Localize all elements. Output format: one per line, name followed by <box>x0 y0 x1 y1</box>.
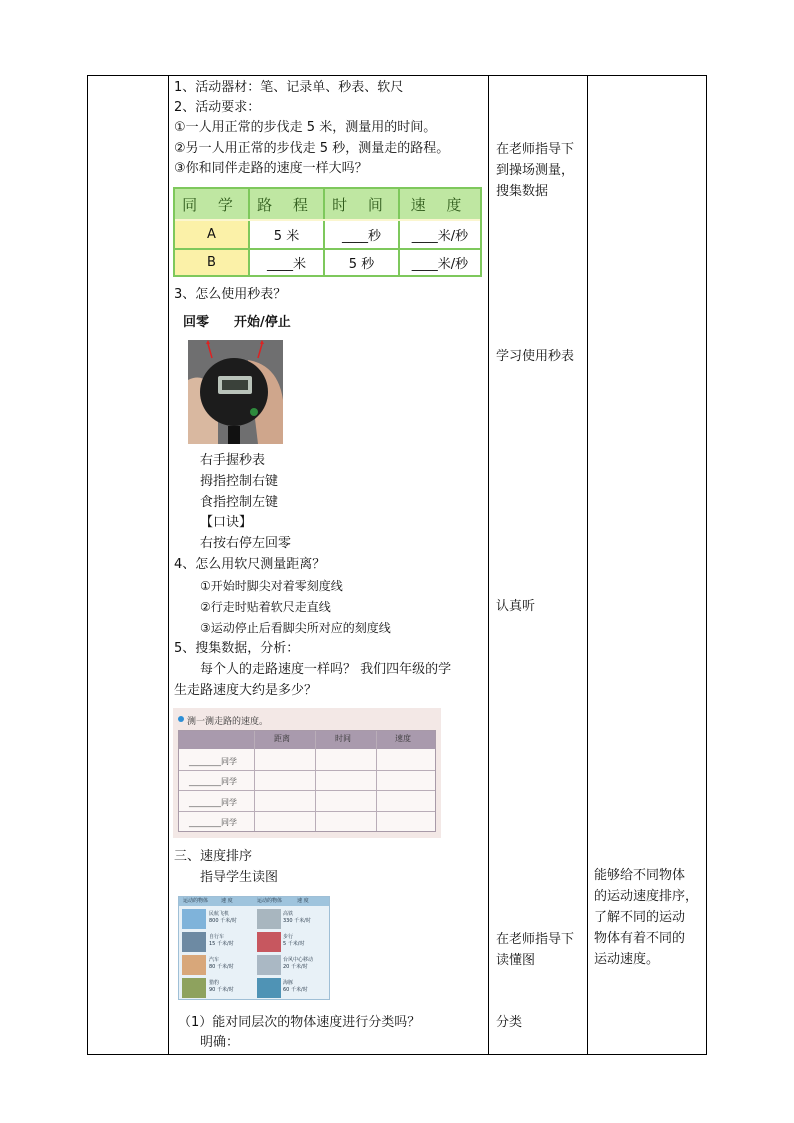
meas-col-speed: 速度 <box>395 734 411 743</box>
car-photo <box>182 955 206 975</box>
student-activity-4b: 读懂图 <box>496 953 536 968</box>
design-intent-4: 物体有着不同的 <box>594 931 686 946</box>
stopwatch-photo <box>188 340 283 444</box>
chart-cap: 海豚 <box>283 980 294 986</box>
speed-table-row <box>175 250 480 275</box>
tape-step-2: ②行走时贴着软尺走直线 <box>200 600 331 614</box>
meas-grid <box>178 730 436 832</box>
requirement-2: ②另一人用正常的步伐走 5 秒，测量走的路程。 <box>174 141 450 156</box>
index-instruction: 食指控制左键 <box>200 495 279 510</box>
design-intent-2: 的运动速度排序， <box>594 889 699 904</box>
chart-cap: 20 千米/时 <box>283 964 308 970</box>
tape-step-3: ③运动停止后看脚尖所对应的刻度线 <box>200 621 391 635</box>
guide-read-chart: 指导学生读图 <box>200 870 279 885</box>
cell: ____米/秒 <box>411 229 469 244</box>
stopwatch-question: 3、怎么使用秒表？ <box>174 287 287 302</box>
chart-head: 运动的物体 <box>257 898 283 904</box>
cell: B <box>175 250 250 275</box>
reset-label: 回零 <box>183 315 210 330</box>
thumb-instruction: 拇指控制右键 <box>200 474 279 489</box>
design-intent-5: 运动速度。 <box>594 952 660 967</box>
activity-materials: 1、活动器材：笔、记录单、秒表、软尺 <box>174 80 404 95</box>
meas-row-label: ________同学 <box>189 798 237 807</box>
chart-cap: 步行 <box>283 934 294 940</box>
bicycle-photo <box>182 932 206 952</box>
tape-question: 4、怎么用软尺测量距离？ <box>174 557 326 572</box>
column-divider-1 <box>168 76 169 1054</box>
speed-table-row <box>175 221 480 250</box>
header-student: 同 学 <box>175 189 250 219</box>
meas-row-label: ________同学 <box>189 757 237 766</box>
meas-title: 测一测走路的速度。 <box>187 717 269 727</box>
column-divider-3 <box>587 76 588 1054</box>
chart-cap: 台风中心移动 <box>283 957 314 963</box>
student-activity-2: 学习使用秒表 <box>496 349 575 364</box>
clarify-label: 明确： <box>200 1035 240 1050</box>
hold-instruction: 右手握秒表 <box>200 453 266 468</box>
chart-cap: 自行车 <box>209 934 225 940</box>
typhoon-photo <box>257 955 281 975</box>
chart-cap: 90 千米/时 <box>209 987 234 993</box>
student-activity-1a: 在老师指导下 <box>496 142 575 157</box>
chart-cap: 60 千米/时 <box>283 987 308 993</box>
chart-cap: 民航飞机 <box>209 911 230 917</box>
chart-head: 运动的物体 <box>183 898 209 904</box>
chart-cap: 330 千米/时 <box>283 918 311 924</box>
bullet-icon <box>178 716 184 722</box>
design-intent-3: 了解不同的运动 <box>594 910 686 925</box>
design-intent-1: 能够给不同物体 <box>594 868 686 883</box>
chart-cap: 5 千米/时 <box>283 941 305 947</box>
cell: 5 秒 <box>325 250 400 275</box>
requirement-1: ①一人用正常的步伐走 5 米，测量用的时间。 <box>174 120 437 135</box>
requirement-3: ③你和同伴走路的速度一样大吗？ <box>174 161 368 176</box>
meas-col-distance: 距离 <box>274 734 290 743</box>
student-activity-5: 分类 <box>496 1015 523 1030</box>
dolphin-photo <box>257 978 281 998</box>
mnemonic: 右按右停左回零 <box>200 536 292 551</box>
speed-table-header <box>175 189 480 219</box>
analysis-question-1: 每个人的走路速度一样吗？ 我们四年级的学 <box>200 662 452 677</box>
column-divider-2 <box>488 76 489 1054</box>
tape-step-1: ①开始时脚尖对着零刻度线 <box>200 579 343 593</box>
activity-requirements: 2、活动要求： <box>174 100 261 115</box>
chart-cap: 800 千米/时 <box>209 918 237 924</box>
chart-cap: 高铁 <box>283 911 294 917</box>
cell: ____秒 <box>325 221 400 248</box>
chart-cap: 15 千米/时 <box>209 941 234 947</box>
cell: ____米 <box>250 250 325 275</box>
cell: ____米/秒 <box>411 257 469 272</box>
meas-col-time: 时间 <box>335 734 351 743</box>
chart-head: 速 度 <box>297 898 309 904</box>
student-activity-1c: 搜集数据 <box>496 184 549 199</box>
chart-head: 速 度 <box>221 898 233 904</box>
meas-vline <box>376 731 377 831</box>
chart-cap: 汽车 <box>209 957 220 963</box>
speed-record-table <box>173 187 482 277</box>
meas-row-label: ________同学 <box>189 818 237 827</box>
section-speed-ranking: 三、速度排序 <box>174 849 253 864</box>
cheetah-photo <box>182 978 206 998</box>
chart-cap: 80 千米/时 <box>209 964 234 970</box>
student-activity-3: 认真听 <box>496 599 536 614</box>
cell: A <box>175 221 250 248</box>
meas-hline <box>179 811 435 812</box>
meas-vline <box>315 731 316 831</box>
header-speed: 速 度 <box>410 195 470 214</box>
walking-speed-table-image <box>173 708 441 838</box>
cell: 5 米 <box>250 221 325 248</box>
meas-hline <box>179 790 435 791</box>
start-stop-label: 开始/停止 <box>234 315 291 330</box>
stopwatch-icon <box>188 340 283 444</box>
object-speed-chart-image <box>178 896 330 1000</box>
collect-data-heading: 5、搜集数据，分析： <box>174 641 300 656</box>
walker-photo <box>257 932 281 952</box>
mnemonic-title: 【口诀】 <box>200 515 253 530</box>
header-time: 时 间 <box>325 189 400 219</box>
train-photo <box>257 909 281 929</box>
meas-vline <box>254 731 255 831</box>
student-activity-4a: 在老师指导下 <box>496 932 575 947</box>
student-activity-1b: 到操场测量， <box>496 163 575 178</box>
meas-row-label: ________同学 <box>189 777 237 786</box>
meas-hline <box>179 770 435 771</box>
airplane-photo <box>182 909 206 929</box>
chart-cap: 猎豹 <box>209 980 220 986</box>
header-distance: 路 程 <box>250 189 325 219</box>
analysis-question-2: 生走路速度大约是多少？ <box>174 683 318 698</box>
classify-question: （1）能对同层次的物体速度进行分类吗？ <box>178 1015 421 1030</box>
